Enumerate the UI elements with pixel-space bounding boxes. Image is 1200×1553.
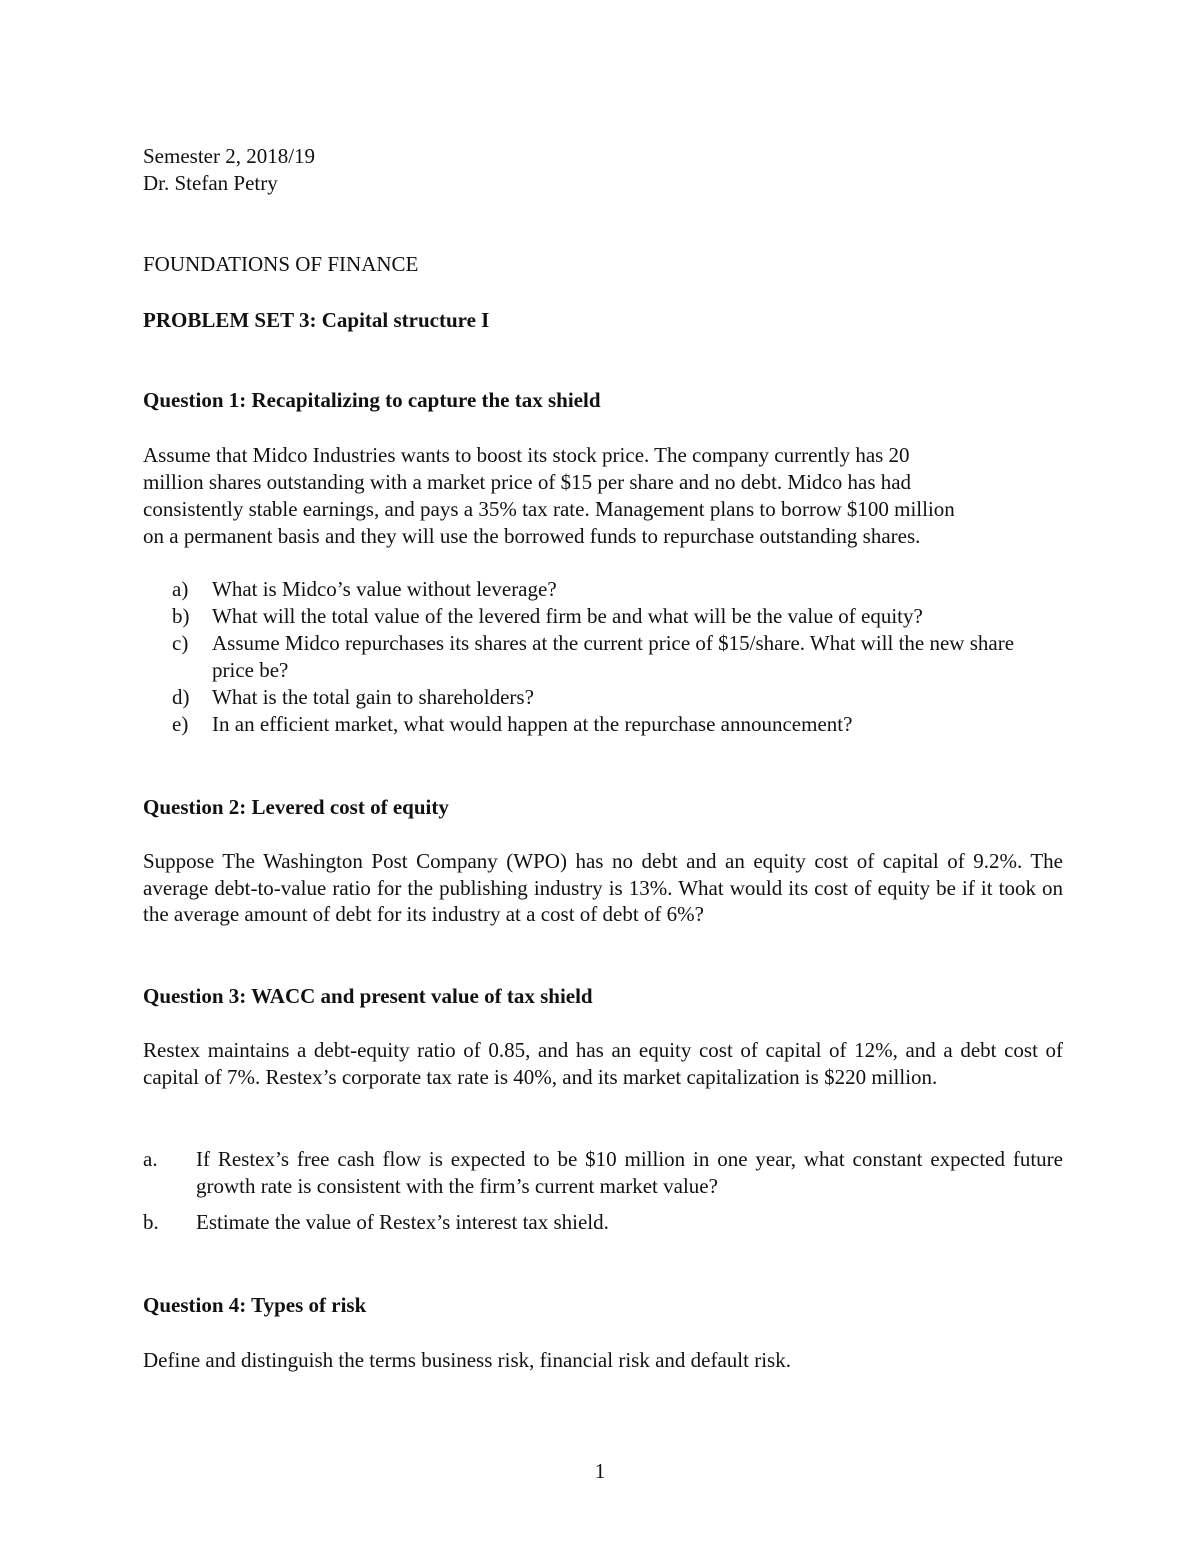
q2-heading [143,794,449,820]
q1-item [172,576,1072,603]
q3-heading [143,983,593,1009]
q1-item-marker: a) [172,577,189,601]
q1-item-text: Assume Midco repurchases its shares at the current price of $15/share. What will the new share price be? [212,631,1015,682]
problem-set-label: PROBLEM SET 3: [143,308,317,332]
page-number: 1 [594,1459,606,1483]
q1-intro-line: consistently stable earnings, and pays a 35% tax rate. Management plans to borrow $100 million [143,497,955,521]
q3-item-text: Estimate the value of Restex’s interest tax shield. [196,1210,609,1234]
q4-heading-label: Question 4: [143,1293,247,1317]
q4-body: Define and distinguish the terms business risk, financial risk and default risk. [143,1348,791,1372]
q3-item [143,1209,1063,1236]
q1-intro-line: on a permanent basis and they will use the borrowed funds to repurchase outstanding shares. [143,524,921,548]
q1-item-text: What is the total gain to shareholders? [212,685,534,709]
q1-item-marker: b) [172,604,190,628]
q3-item-text: If Restex’s free cash flow is expected to be $10 million in one year, what constant expected future growth rate is consistent with the firm’s current market value? [196,1147,1063,1198]
q2-heading-title: Levered cost of equity [246,795,449,819]
q3-heading-title: WACC and present value of tax shield [246,984,593,1008]
q1-intro-line: million shares outstanding with a market price of $15 per share and no debt. Midco has had [143,470,912,494]
q3-item-marker: a. [143,1147,158,1171]
q1-heading [143,387,601,413]
q4-heading [143,1292,366,1318]
course-title: FOUNDATIONS OF FINANCE [143,252,419,276]
q1-item-text: What will the total value of the levered firm be and what will be the value of equity? [212,604,923,628]
q1-item-marker: c) [172,631,189,655]
semester-line: Semester 2, 2018/19 [143,144,316,168]
q1-intro-line: Assume that Midco Industries wants to boost its stock price. The company currently has 20 [143,443,910,467]
q1-item [172,684,1072,711]
q3-heading-label: Question 3: [143,984,247,1008]
q1-item-text: In an efficient market, what would happen at the repurchase announcement? [212,712,853,736]
q3-item [143,1146,1063,1200]
q2-body: Suppose The Washington Post Company (WPO) has no debt and an equity cost of capital of 9.2%. The average debt-to-value ratio for the publishing industry is 13%. What would its cost of equity be if it took on the average amount of debt for its industry at a cost of debt of 6%? [143,849,1063,926]
q4-heading-title: Types of risk [246,1293,367,1317]
q3-item-marker: b. [143,1210,159,1234]
q1-item [172,630,1072,684]
q1-item-marker: e) [172,712,189,736]
q1-item [172,603,1072,630]
q1-item-text: What is Midco’s value without leverage? [212,577,557,601]
q3-body: Restex maintains a debt-equity ratio of 0.85, and has an equity cost of capital of 12%, and a debt cost of capital of 7%. Restex’s corporate tax rate is 40%, and its market capitalization is $220 million. [143,1038,1063,1089]
q1-heading-label: Question 1: [143,388,247,412]
q1-heading-title: Recapitalizing to capture the tax shield [246,388,601,412]
problem-set-title: Capital structure I [316,308,490,332]
problem-set-heading [143,307,489,333]
q2-heading-label: Question 2: [143,795,247,819]
lecturer-line: Dr. Stefan Petry [143,171,278,195]
q1-item-marker: d) [172,685,190,709]
q1-item [172,711,1072,738]
